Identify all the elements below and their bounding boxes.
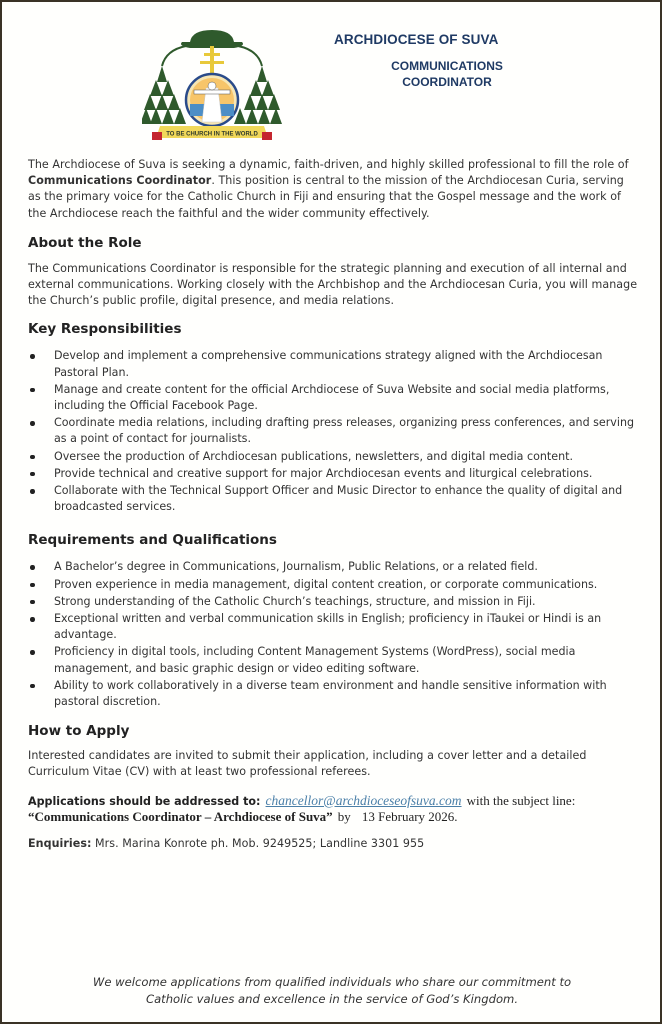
bullet-icon (30, 650, 35, 655)
about-heading: About the Role (28, 234, 142, 251)
subject-line-intro: with the subject line: (466, 792, 576, 808)
responsibilities-list (28, 348, 640, 515)
header (2, 2, 660, 152)
enquiries-label: Enquiries: (28, 836, 92, 850)
requirements-list (28, 559, 640, 710)
list-item: Provide technical and creative support for major Archdiocesan events and liturgical celebrations. (28, 466, 640, 482)
intro-text: The Archdiocese of Suva is seeking a dynamic, faith-driven, and highly skilled professional to fill the role of (28, 158, 629, 171)
list-item: Strong understanding of the Catholic Church’s teachings, structure, and mission in Fiji. (28, 594, 640, 610)
archdiocese-coat-of-arms-icon (142, 26, 282, 146)
email-link[interactable]: chancellor@archdioceseofsuva.com (265, 792, 462, 808)
application-instructions (28, 793, 640, 824)
role-title-line-1: COMMUNICATIONS (391, 59, 503, 73)
closing-line-2: Catholic values and excellence in the service of God’s Kingdom. (145, 992, 519, 1006)
organization-title: ARCHDIOCESE OF SUVA (334, 32, 499, 47)
list-item: Coordinate media relations, including drafting press releases, organizing press conferences, and serving as a point of contact for journalists. (28, 415, 640, 447)
bullet-icon (30, 455, 35, 460)
bullet-icon (30, 600, 35, 605)
closing-statement (22, 974, 642, 1008)
list-item: Proficiency in digital tools, including Content Management Systems (WordPress), social media management, and basic graphic design or video editing software. (28, 644, 640, 676)
bullet-icon (30, 565, 35, 570)
email-subject: “Communications Coordinator – Archdiocese of Suva” (28, 808, 333, 824)
enquiries-contact: Mrs. Marina Konrote ph. Mob. 9249525; Landline 3301 955 (95, 836, 425, 850)
bullet-icon (30, 489, 35, 494)
by-label: by (337, 808, 351, 824)
list-item: Collaborate with the Technical Support Officer and Music Director to enhance the quality of digital and broadcasted services. (28, 483, 640, 515)
intro-text-continued: . This position is central to the mission of the Archdiocesan Curia, serving as the primary voice for the Catholic Church in Fiji and ensuring that the Gospel message and the work of the Archdiocese reach the faithful and the wider community effectively. (28, 174, 624, 220)
svg-text:TO BE CHURCH IN THE WORLD: TO BE CHURCH IN THE WORLD (166, 131, 258, 138)
closing-line-1: We welcome applications from qualified individuals who share our commitment to (92, 975, 572, 989)
bullet-icon (30, 617, 35, 622)
bullet-icon (30, 583, 35, 588)
responsibilities-heading: Key Responsibilities (28, 321, 182, 338)
bullet-icon (30, 421, 35, 426)
enquiries-line (28, 836, 640, 852)
list-item: Ability to work collaboratively in a diverse team environment and handle sensitive information with pastoral discretion. (28, 678, 640, 710)
bullet-icon (30, 684, 35, 689)
deadline-date: 13 February 2026. (361, 808, 458, 824)
bullet-icon (30, 472, 35, 477)
address-label: Applications should be addressed to: (28, 794, 261, 808)
requirements-heading: Requirements and Qualifications (28, 532, 277, 549)
list-item: Proven experience in media management, digital content creation, or corporate communications. (28, 577, 640, 593)
role-title (342, 58, 552, 90)
bullet-icon (30, 354, 35, 359)
apply-paragraph: Interested candidates are invited to submit their application, including a cover letter and a detailed Curriculum Vitae (CV) with at least two professional referees. (28, 749, 587, 779)
list-item: Develop and implement a comprehensive communications strategy aligned with the Archdiocesan Pastoral Plan. (28, 348, 640, 380)
main-content (28, 157, 640, 852)
list-item: A Bachelor’s degree in Communications, Journalism, Public Relations, or a related field. (28, 559, 640, 575)
apply-heading: How to Apply (28, 723, 130, 740)
intro-role-name: Communications Coordinator (28, 174, 212, 188)
about-paragraph: The Communications Coordinator is responsible for the strategic planning and execution of all internal and external communications. Working closely with the Archbishop and the Archdiocesan Curia, you will manage the Church’s public profile, digital presence, and media relations. (28, 261, 638, 308)
list-item: Manage and create content for the official Archdiocese of Suva Website and social media platforms, including the Official Facebook Page. (28, 382, 640, 414)
bullet-icon (30, 388, 35, 393)
role-title-line-2: COORDINATOR (402, 75, 492, 89)
intro-paragraph (28, 157, 640, 222)
list-item: Oversee the production of Archdiocesan publications, newsletters, and digital media content. (28, 449, 640, 465)
list-item: Exceptional written and verbal communication skills in English; proficiency in iTaukei or Hindi is an advantage. (28, 611, 640, 643)
